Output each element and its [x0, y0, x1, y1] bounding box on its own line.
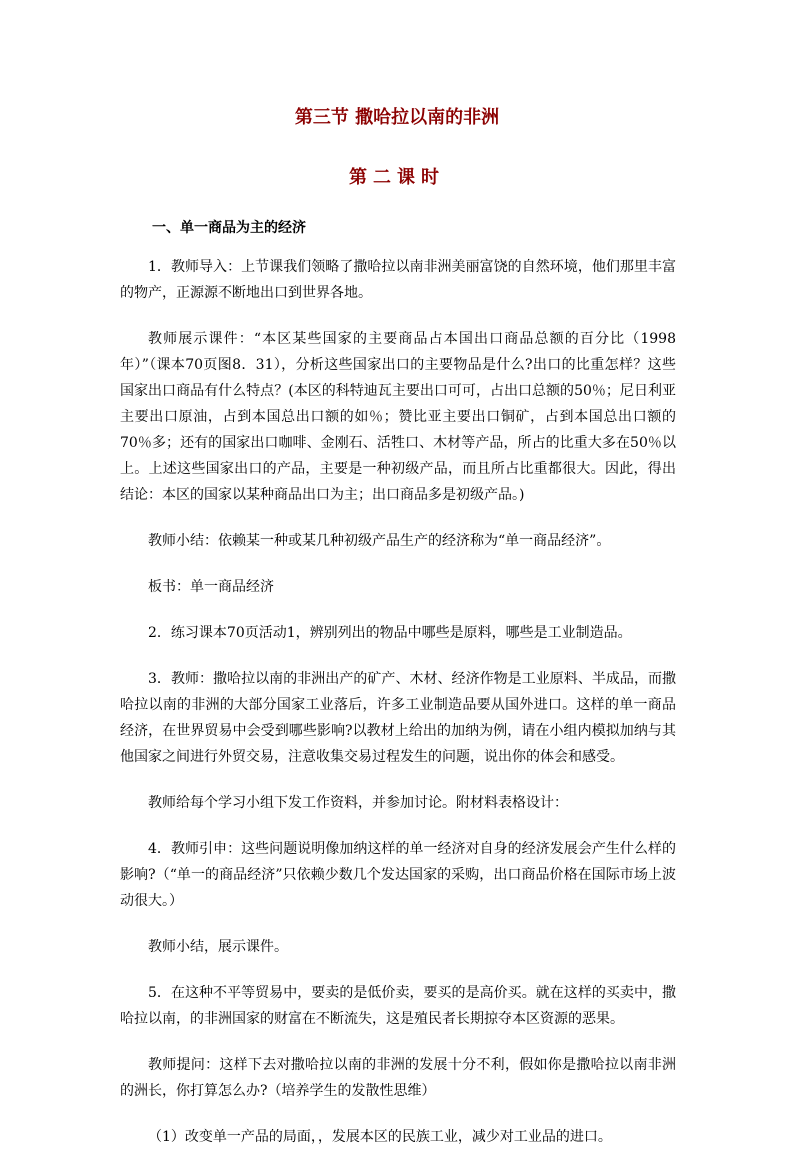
- paragraph-exercise: 2．练习课本70页活动1，辨别列出的物品中哪些是原料，哪些是工业制造品。: [148, 625, 632, 641]
- paragraph-answer-1: （1）改变单一产品的局面，，发展本区的民族工业，减少对工业品的进口。: [148, 1129, 612, 1145]
- paragraph-teacher-3: 3．教师：撒哈拉以南的非洲出产的矿产、木材、经济作物是工业原料、半成品，而撒哈拉以南的非洲的大部分国家工业落后，许多工业制造品要从国外进口。这样的单一商品经济，在世界贸易中会受到哪些影响?以教材上给出的加纳为例，请在小组内模拟加纳与其他国家之间进行外贸交易，注意收集交易过程发生的问题，说出你的体会和感受。: [120, 671, 676, 765]
- paragraph-teacher-4: 4．教师引申：这些问题说明像加纳这样的单一经济对自身的经济发展会产生什么样的影响?（“单一的商品经济”只依赖少数几个发达国家的采购，出口商品价格在国际市场上波动很大。）: [120, 841, 676, 909]
- paragraph-materials: 教师给每个学习小组下发工作资料，并参加讨论。附材料表格设计：: [148, 795, 568, 811]
- paragraph-summary: 教师小结：依赖某一种或某几种初级产品生产的经济称为“单一商品经济”。: [148, 533, 611, 549]
- paragraph-courseware: 教师展示课件：“本区某些国家的主要商品占本国出口商品总额的百分比（1998年）”（课本70页图8．31），分析这些国家出口的主要物品是什么?出口的比重怎样？这些国家出口商品有什么特点？(本区的科特迪瓦主要出口可可，占出口总额的50％；尼日利亚主要出口原油，占到本国总出口额的如％；赞比亚主要出口铜矿，占到本国总出口额的70％多；还有的国家出口咖啡、金刚石、活牲口、木材等产品，所占的比重大多在50％以上。上述这些国家出口的产品，主要是一种初级产品，而且所占比重都很大。因此，得出结论：本区的国家以某种商品出口为主；出口商品多是初级产品。): [120, 331, 676, 503]
- document-body: [120, 254, 676, 1170]
- paragraph-question: 教师提问：这样下去对撒哈拉以南的非洲的发展十分不利，假如你是撒哈拉以南非洲的洲长，你打算怎么办?（培养学生的发散性思维）: [120, 1057, 676, 1099]
- lesson-subtitle: 第二课时: [349, 167, 445, 188]
- paragraph-board-note: 板书：单一商品经济: [148, 579, 274, 595]
- paragraph-trade: 5．在这种不平等贸易中，要卖的是低价卖，要买的是高价买。就在这样的买卖中，撒哈拉以南，的非洲国家的财富在不断流失，这是殖民者长期掠夺本区资源的恶果。: [120, 985, 676, 1027]
- paragraph-intro: 1．教师导入：上节课我们领略了撒哈拉以南非洲美丽富饶的自然环境，他们那里丰富的物产，正源源不断地出口到世界各地。: [120, 259, 676, 301]
- section-heading: 一、单一商品为主的经济: [152, 220, 306, 236]
- document-title: 第三节 撒哈拉以南的非洲: [294, 107, 500, 128]
- paragraph-summary-2: 教师小结，展示课件。: [148, 939, 288, 955]
